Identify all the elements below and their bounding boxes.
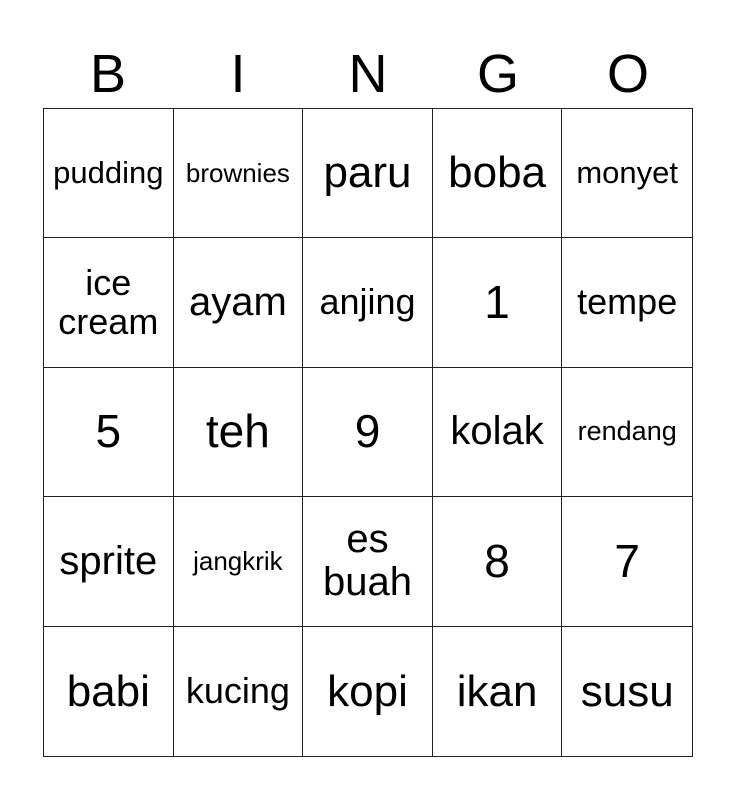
cell-label: monyet xyxy=(576,155,679,191)
cell-label: 7 xyxy=(614,534,640,587)
cell-label: rendang xyxy=(577,416,677,447)
bingo-cell[interactable] xyxy=(303,368,433,497)
bingo-cell[interactable] xyxy=(174,497,304,626)
cell-label: susu xyxy=(580,666,674,716)
header-letter-g: G xyxy=(476,44,519,104)
cell-label: sprite xyxy=(59,538,158,583)
bingo-cell[interactable] xyxy=(44,497,174,626)
header-letter-b: B xyxy=(89,44,127,104)
bingo-cell[interactable] xyxy=(44,238,174,367)
bingo-cell[interactable] xyxy=(562,497,692,626)
bingo-cell[interactable] xyxy=(174,368,304,497)
cell-label: kopi xyxy=(327,666,408,716)
bingo-cell[interactable] xyxy=(44,109,174,238)
bingo-cell[interactable] xyxy=(174,627,304,756)
cell-label: babi xyxy=(66,666,150,716)
bingo-cell[interactable] xyxy=(433,497,563,626)
bingo-cell[interactable] xyxy=(562,368,692,497)
cell-label: 9 xyxy=(354,405,381,458)
header-letter-n: N xyxy=(348,44,388,104)
bingo-cell[interactable] xyxy=(44,627,174,756)
cell-label: anjing xyxy=(319,281,416,323)
bingo-cell[interactable] xyxy=(433,627,563,756)
cell-label: kucing xyxy=(185,669,290,711)
cell-label: 5 xyxy=(95,405,122,458)
bingo-cell[interactable] xyxy=(44,368,174,497)
cell-label: ice cream xyxy=(58,261,159,342)
bingo-cell[interactable] xyxy=(174,109,304,238)
bingo-cell[interactable] xyxy=(174,238,304,367)
bingo-board xyxy=(43,108,693,757)
cell-label: pudding xyxy=(53,155,164,191)
cell-label: kolak xyxy=(450,409,544,454)
cell-label: paru xyxy=(323,148,412,198)
cell-label: brownies xyxy=(185,158,290,189)
cell-label: ikan xyxy=(456,666,538,716)
cell-label: boba xyxy=(448,148,547,198)
header-letter-o: O xyxy=(606,44,649,104)
bingo-cell[interactable] xyxy=(562,109,692,238)
cell-label: 1 xyxy=(484,275,510,328)
header-letter-i: I xyxy=(230,44,246,104)
cell-label: 8 xyxy=(484,534,510,587)
bingo-cell[interactable] xyxy=(562,627,692,756)
bingo-cell[interactable] xyxy=(562,238,692,367)
bingo-cell[interactable] xyxy=(433,368,563,497)
bingo-header xyxy=(43,40,693,108)
bingo-cell[interactable] xyxy=(303,109,433,238)
bingo-cell[interactable] xyxy=(303,497,433,626)
bingo-cell[interactable] xyxy=(303,627,433,756)
bingo-cell[interactable] xyxy=(433,109,563,238)
bingo-cell[interactable] xyxy=(303,238,433,367)
bingo-cell[interactable] xyxy=(433,238,563,367)
cell-label: jangkrik xyxy=(193,546,283,577)
cell-label: es buah xyxy=(322,517,412,605)
cell-label: tempe xyxy=(577,281,678,323)
cell-label: ayam xyxy=(188,280,287,324)
cell-label: teh xyxy=(205,405,270,458)
